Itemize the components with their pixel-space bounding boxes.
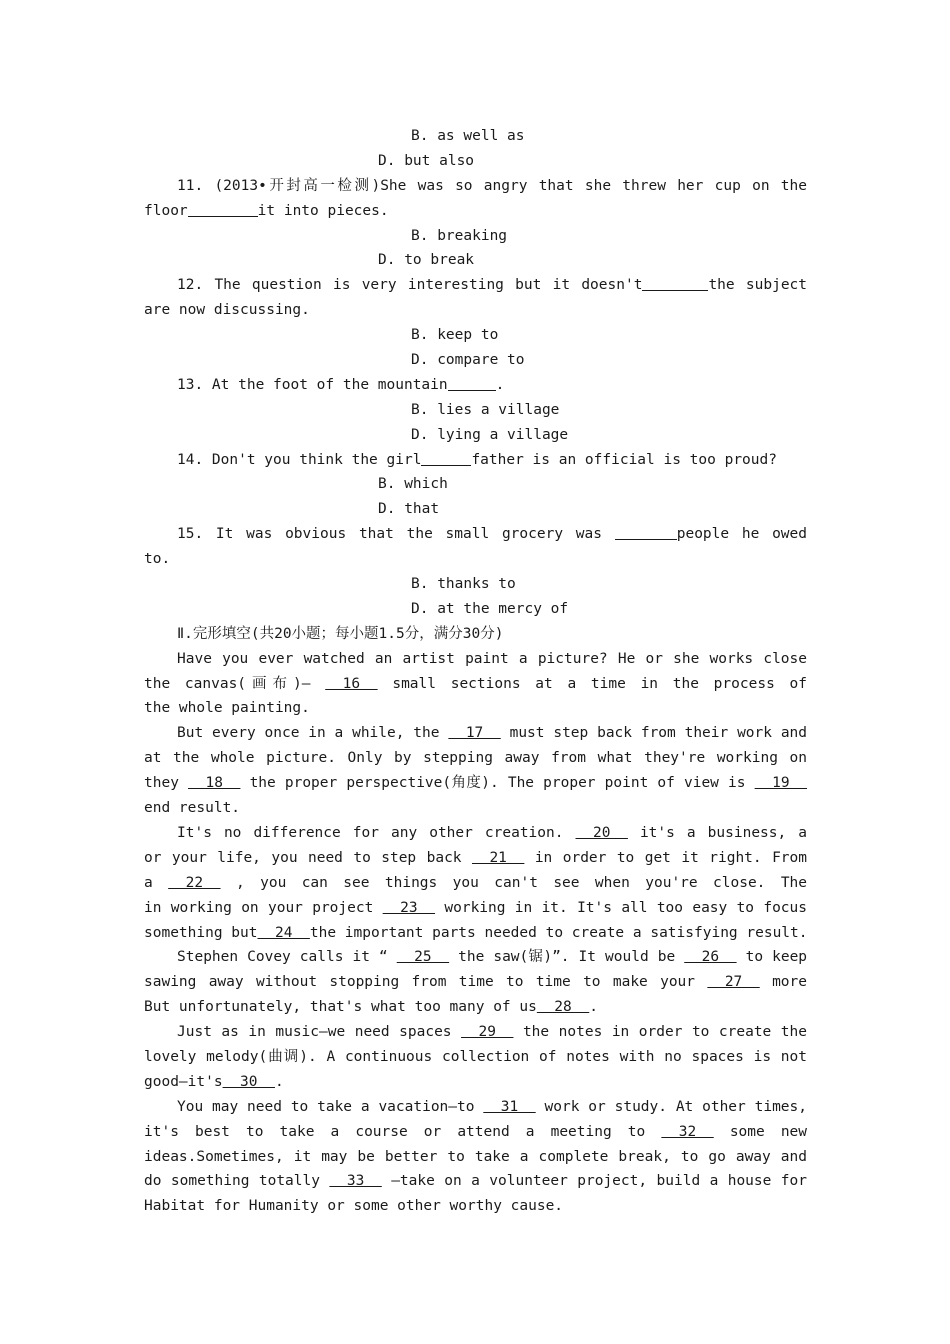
- q11-options-row-2: [144, 248, 807, 273]
- blank-27: 27: [707, 974, 760, 991]
- passage-line: But every once in a while, the 17 must step back from their work and: [144, 721, 807, 746]
- passage-line: You may need to take a vacation—to 31 work or study. At other times,: [144, 1095, 807, 1120]
- passage-line: end result.: [144, 800, 241, 817]
- q13-option-b: B. lies a village: [411, 401, 560, 418]
- q13-option-d: D. lying a village: [411, 426, 569, 443]
- passage-line: Habitat for Humanity or some other worthy cause.: [144, 1198, 564, 1215]
- q11-stem-line-2: floor it into pieces.: [144, 202, 389, 219]
- blank-31: 31: [483, 1098, 536, 1115]
- blank-16: 16: [325, 675, 378, 692]
- blank-25: 25: [396, 949, 450, 966]
- q10-option-b: B. as well as: [411, 128, 525, 144]
- q12-option-b: B. keep to: [411, 327, 499, 344]
- passage-line: Just as in music—we need spaces 29 the notes in order to create the: [144, 1020, 807, 1045]
- blank-23: 23: [382, 899, 436, 916]
- passage-line: do something totally 33 —take on a volunteer project, build a house for: [144, 1169, 807, 1194]
- q15-options-row-1: [144, 572, 807, 597]
- q14-options-row-1: [144, 472, 807, 497]
- blank-22: 22: [168, 874, 221, 891]
- blank-32: 32: [661, 1123, 714, 1140]
- answer-gap: [642, 275, 708, 291]
- blank-26: 26: [684, 949, 737, 966]
- blank-24: 24: [257, 924, 310, 941]
- passage-line: in working on your project 23 working in it. It's all too easy to focus: [144, 896, 807, 921]
- passage-line: lovely melody(曲调). A continuous collection of notes with no spaces is not: [144, 1048, 807, 1065]
- q10-options-row-1: [144, 124, 807, 149]
- q12-options-row-2: [144, 348, 807, 373]
- q13-options-row-2: [144, 423, 807, 448]
- q13-options-row-1: [144, 398, 807, 423]
- passage-line: Stephen Covey calls it “ 25 the saw(锯)”. It would be 26 to keep: [144, 945, 807, 970]
- q10-option-d: D. but also: [378, 152, 475, 169]
- passage-line: they 18 the proper perspective(角度). The proper point of view is 19: [144, 771, 807, 796]
- q14-options-row-2: [144, 497, 807, 522]
- q11-stem-line-1: 11. (2013•开封高一检测)She was so angry that she threw her cup on the: [177, 177, 807, 194]
- passage-line: a 22 , you can see things you can't see when you're close. The: [144, 871, 807, 896]
- passage-line: something but 24 the important parts needed to create a satisfying result.: [144, 921, 807, 946]
- passage-line: the whole painting.: [144, 700, 310, 717]
- passage-line: it's best to take a course or attend a meeting to 32 some new: [144, 1120, 807, 1145]
- passage-line: good—it's 30 .: [144, 1070, 807, 1095]
- passage-line: ideas.Sometimes, it may be better to take a complete break, to go away and: [144, 1148, 807, 1165]
- q12-options-row-1: [144, 323, 807, 348]
- passage-line: Have you ever watched an artist paint a picture? He or she works close: [177, 650, 807, 667]
- q13-stem: 13. At the foot of the mountain .: [177, 376, 505, 393]
- q12-stem-line-1: 12. The question is very interesting but it doesn't the subject: [177, 277, 807, 294]
- q14-stem: 14. Don't you think the girl father is an official is too proud?: [177, 451, 777, 468]
- q14-option-b: B. which: [378, 476, 448, 493]
- blank-21: 21: [471, 849, 525, 866]
- blank-20: 20: [575, 824, 628, 841]
- section-title: Ⅱ.完形填空(共20小题；每小题1.5分，满分30分): [177, 625, 504, 642]
- q15-option-d: D. at the mercy of: [411, 600, 569, 617]
- q15-option-b: B. thanks to: [411, 576, 516, 593]
- blank-33: 33: [329, 1173, 382, 1190]
- answer-gap: [448, 375, 496, 391]
- blank-18: 18: [188, 775, 241, 792]
- passage-line: at the whole picture. Only by stepping away from what they're working on: [144, 750, 807, 767]
- page-content: [144, 124, 807, 1219]
- q15-options-row-2: [144, 597, 807, 622]
- passage-line: It's no difference for any other creation. 20 it's a business, a: [144, 821, 807, 846]
- blank-29: 29: [461, 1024, 514, 1041]
- answer-gap: [188, 201, 258, 217]
- q11-option-b: B. breaking: [411, 227, 508, 244]
- blank-30: 30: [222, 1073, 275, 1090]
- q15-stem-line-2: to.: [144, 551, 171, 568]
- q10-options-row-2: [144, 149, 807, 174]
- passage-line: But unfortunately, that's what too many of us 28 .: [144, 995, 807, 1020]
- q11-option-d: D. to break: [378, 252, 475, 269]
- q15-stem-line-1: 15. It was obvious that the small grocery was people he owed: [177, 526, 807, 543]
- answer-gap: [615, 524, 677, 540]
- passage-line: the canvas(画布)— 16 small sections at a time in the process of: [144, 672, 807, 697]
- answer-gap: [421, 450, 471, 466]
- q12-option-d: D. compare to: [411, 352, 525, 369]
- q14-option-d: D. that: [378, 501, 440, 518]
- blank-17: 17: [448, 725, 501, 742]
- passage-line: sawing away without stopping from time to time to make your 27 more: [144, 970, 807, 995]
- q12-stem-line-2: are now discussing.: [144, 302, 310, 319]
- blank-28: 28: [536, 999, 590, 1016]
- q11-options-row-1: [144, 224, 807, 249]
- passage-line: or your life, you need to step back 21 in order to get it right. From: [144, 846, 807, 871]
- blank-19: 19: [754, 775, 807, 792]
